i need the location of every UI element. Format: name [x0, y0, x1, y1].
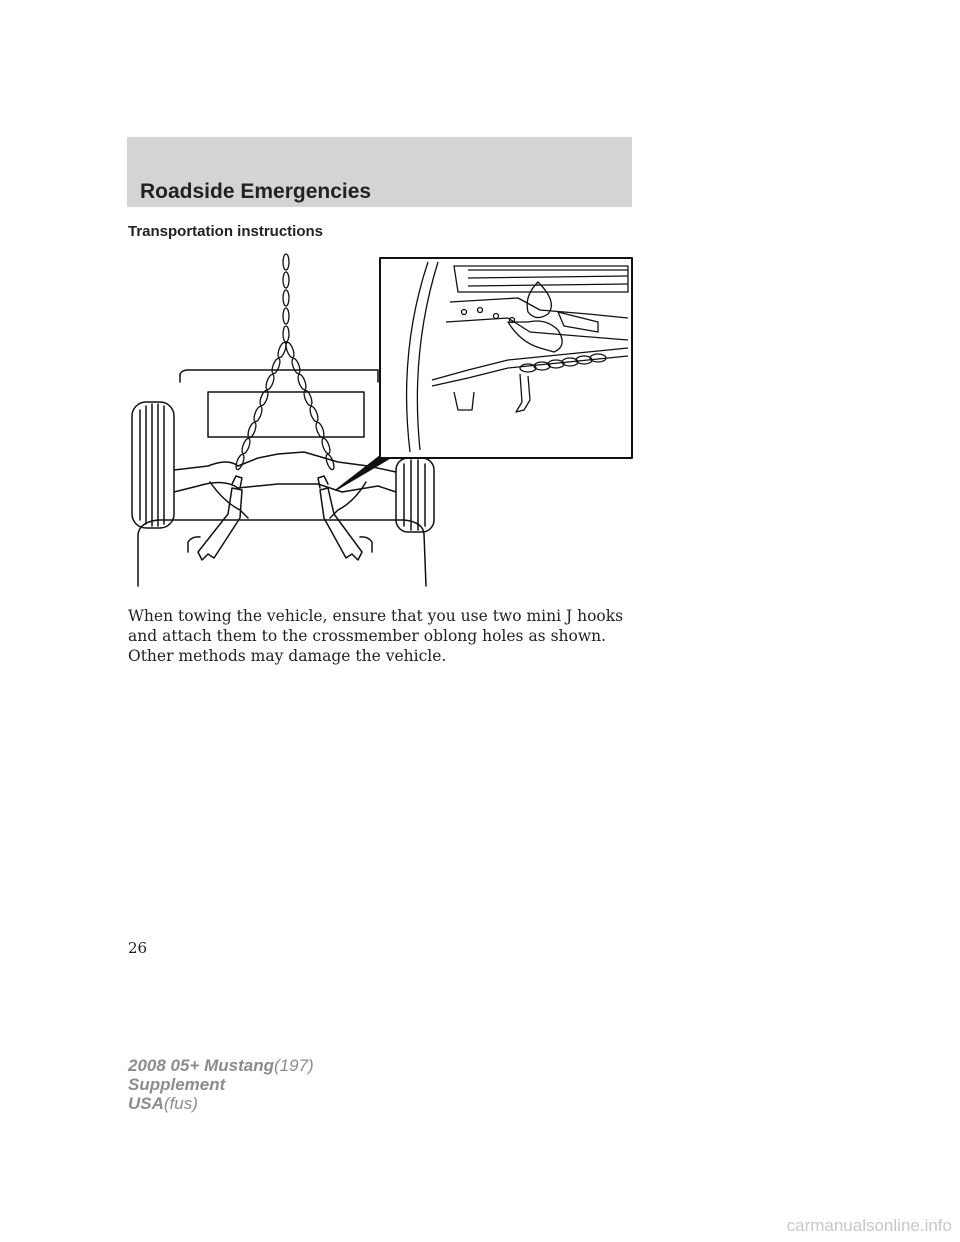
right-tire: [396, 458, 434, 532]
vehicle-hood-outline: [180, 370, 378, 382]
towing-instructions-paragraph: When towing the vehicle, ensure that you use two mini J hooks and attach them to the crossmember oblong holes as shown. Other methods may damage the vehicle.: [128, 607, 624, 665]
footer-supplement-line: [128, 1075, 314, 1094]
left-tire: [132, 402, 174, 528]
footer-market-line: [128, 1094, 314, 1113]
page-number: 26: [128, 939, 148, 957]
footer-model: 2008 05+ Mustang: [128, 1056, 274, 1075]
footer-supplement: Supplement: [128, 1075, 226, 1094]
detail-inset: [380, 258, 632, 458]
footer-market-code: (fus): [163, 1094, 198, 1113]
vehicle-body-outline: [138, 520, 426, 586]
tow-chain: [234, 254, 335, 471]
left-j-hook: [198, 476, 242, 560]
site-watermark: carmanualsonline.info: [786, 1216, 952, 1235]
footer-model-code: (197): [274, 1056, 314, 1075]
towing-illustration: [128, 252, 634, 592]
footer-model-line: [128, 1056, 314, 1075]
document-footer: [128, 1056, 314, 1113]
subsection-heading: Transportation instructions: [128, 223, 324, 240]
section-title: Roadside Emergencies: [140, 180, 372, 203]
detail-callout-pointer: [336, 456, 390, 490]
footer-market: USA: [128, 1094, 164, 1113]
right-j-hook: [318, 476, 362, 560]
